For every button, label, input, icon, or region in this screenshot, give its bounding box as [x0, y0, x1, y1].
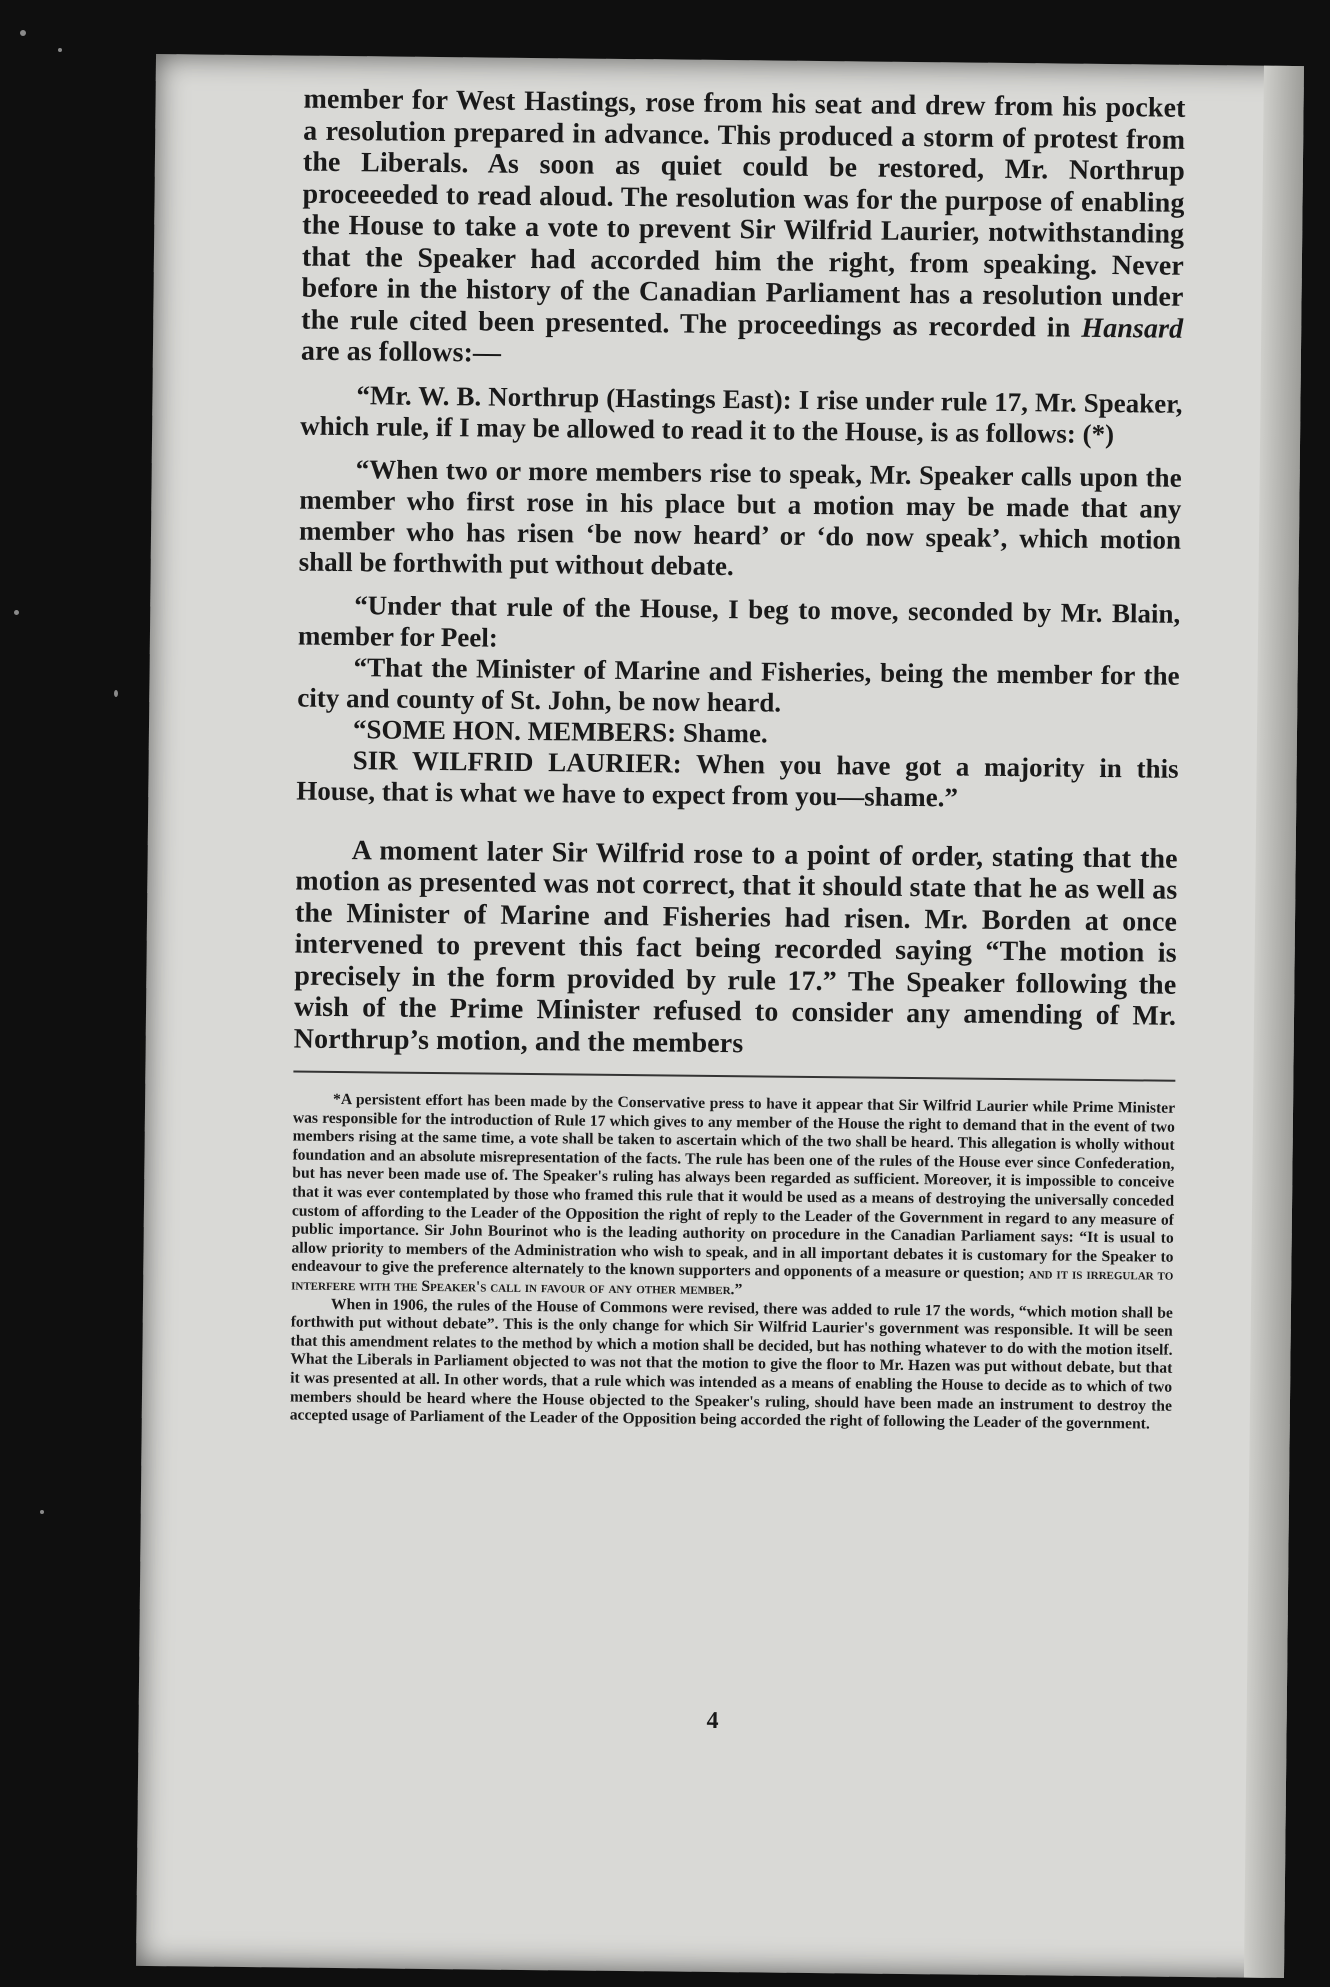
- quote-motion-intro: “Under that rule of the House, I beg to move, seconded by Mr. Blain, member for Peel:: [297, 589, 1181, 653]
- footnote-rule-17-emphasis: and it is irregular to interfere with the Speaker's call in favour of any other member.: [291, 1265, 1174, 1299]
- scan-speck: [114, 690, 118, 697]
- paragraph-intro-text: member for West Hastings, rose from his seat and drew from his pocket a resolution prepared in advance. This produced a storm of protest from the Liberals. As soon as quiet could be restored, Mr. Northrup proceeeded to read aloud. The resolution was for the purpose of enabling the House to take a vote to prevent Sir Wilfrid Laurier, notwithstanding that the Speaker had accorded him the right, from speaking. Never before in the history of the Canadian Parliament has a resolution under the rule cited been presented. The proceedings as recorded in: [301, 83, 1186, 344]
- page-content: [290, 84, 1186, 1435]
- paragraph-intro-end: are as follows:—: [300, 335, 502, 369]
- page-edge: [1244, 66, 1304, 1978]
- page-number: 4: [706, 1707, 719, 1735]
- paragraph-intro: [301, 84, 1186, 377]
- quote-members-shame: “SOME HON. MEMBERS: Shame.: [352, 713, 768, 748]
- document-page: [136, 54, 1304, 1978]
- hansard-title: Hansard: [1081, 312, 1184, 345]
- scan-speck: [58, 48, 62, 52]
- quote-motion: “That the Minister of Marine and Fisheries, being the member for the city and county of St. John, be now heard.: [297, 651, 1180, 718]
- quote-laurier: SIR WILFRID LAURIER: When you have got a majority in this House, that is what we have to expect from you—shame.”: [296, 744, 1179, 812]
- footnote-1906-revision: When in 1906, the rules of the House of Commons were revised, there was added to rule 17 the words, “which motion shall be forthwith put without debate”. This is the only change for which Sir Wilfrid Laurier's government was responsible. It will be seen that this amendment relates to the method by which a motion shall be decided, but has nothing whatever to do with the motion itself. What the Liberals in Parliament objected to was not that the motion to give the floor to Mr. Hazen was put without debate, but that it was presented at all. In other words, that a rule which was intended as a means of enabling the House to decide as to which of two members should be heard where the House objected to the Speaker's ruling, should have been made an instrument to destroy the accepted usage of Parliament of the Leader of the Opposition being accorded the right of following the Leader of the government.: [289, 1295, 1174, 1433]
- footnote-rule-17-close: ”: [734, 1281, 743, 1299]
- quote-rule-text: “When two or more members rise to speak, Mr. Speaker calls upon the member who first rose in his place but a motion may be made that any member who has risen ‘be now heard’ or ‘do now speak’, which motion shall be forthwith put without debate.: [298, 453, 1182, 581]
- footnote-rule-17: [291, 1091, 1175, 1305]
- scan-speck: [40, 1510, 44, 1514]
- quote-northrup: “Mr. W. B. Northrup (Hastings East): I rise under rule 17, Mr. Speaker, which rule, if I may be allowed to read it to the House, is as follows: (*): [300, 379, 1183, 449]
- footnote-divider: [293, 1071, 1175, 1082]
- paragraph-point-of-order: A moment later Sir Wilfrid rose to a point of order, stating that the motion as presented was not correct, that it should state that he as well as the Minister of Marine and Fisheries had risen. Mr. Borden at once intervened to prevent this fact being recorded saying “The motion is precisely in the form provided by rule 17.” The Speaker following the wish of the Prime Minister refused to consider any amending of Mr. Northrup’s motion, and the members: [293, 834, 1178, 1059]
- footnote-rule-17-text: *A persistent effort has been made by the Conservative press to have it appear that Sir Wilfrid Laurier while Prime Minister was responsible for the introduction of Rule 17 which gives to any member of the House the right to demand that in the event of two members rising at the same time, a vote shall be taken to ascertain which of the two shall be heard. This allegation is wholly without foundation and an absolute misrepresentation of the facts. The rule has been one of the rules of the House ever since Confederation, but has never been made use of. The Speaker's ruling has always been regarded as sufficient. Moreover, it is impossible to conceive that it was ever contemplated by those who framed this rule that it would be used as a means of destroying the universally conceded custom of affording to the Leader of the Opposition the right of reply to the Leader of the Government in regard to any measure of public importance. Sir John Bourinot who is the leading authority on procedure in the Canadian Parliament says: “It is usual to allow priority to members of the Administration who wish to speak, and in all important debates it is customary for the Speaker to endeavour to give the preference alternately to the known supporters and opponents of a measure or question;: [291, 1090, 1176, 1283]
- scan-speck: [14, 610, 19, 615]
- scan-speck: [20, 30, 26, 36]
